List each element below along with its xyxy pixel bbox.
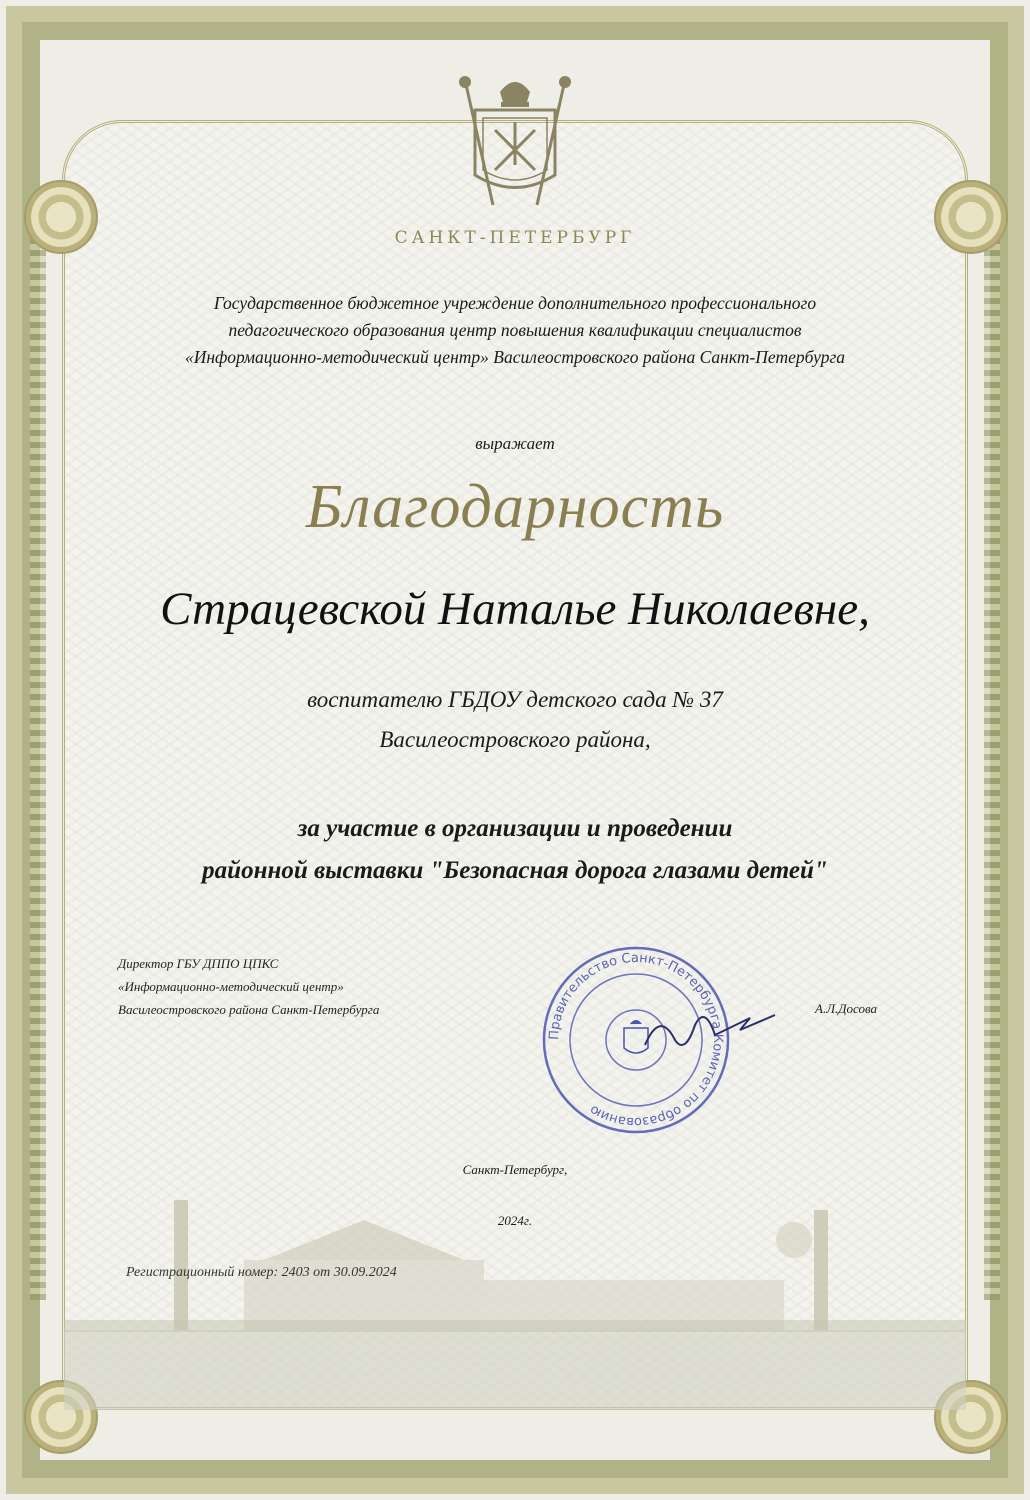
organization-name (0, 290, 1030, 371)
footer-year: 2024г. (497, 1213, 533, 1228)
certificate-title: Благодарность (305, 473, 725, 541)
stamp-text: Правительство Санкт-Петербурга Комитет по образованию (546, 950, 726, 1130)
registration-number: Регистрационный номер: 2403 от 30.09.2024 (126, 1265, 397, 1280)
director-title: Директор ГБУ ДППО ЦПКС (118, 956, 279, 971)
director-district: Василеостровского района Санкт-Петербурга (118, 1002, 380, 1017)
recipient-name: Страцевской Наталье Николаевне, (160, 583, 870, 635)
organization-line-1: Государственное бюджетное учреждение дополнительного профессионального (213, 293, 817, 313)
award-reason (0, 808, 1030, 892)
signer-name: А.Л.Досова (815, 1001, 878, 1016)
director-block (118, 952, 379, 1021)
recipient-position (0, 680, 1030, 760)
position-line-2: Василеостровского района, (379, 727, 651, 752)
organization-line-3: «Информационно-методический центр» Василеостровского района Санкт-Петербурга (184, 347, 846, 367)
coat-of-arms-emblem (455, 70, 575, 220)
reason-line-1: за участие в организации и проведении (297, 815, 733, 842)
handwritten-signature (640, 1000, 780, 1060)
reason-line-2: районной выставки "Безопасная дорога глазами детей" (202, 857, 828, 884)
organization-line-2: педагогического образования центр повышения квалификации специалистов (228, 320, 802, 340)
city-name-heading: САНКТ-ПЕТЕРБУРГ (394, 228, 636, 248)
director-org: «Информационно-методический центр» (118, 979, 344, 994)
expresses-text: выражает (475, 434, 555, 453)
footer-city: Санкт-Петербург, (462, 1162, 568, 1177)
position-line-1: воспитателю ГБДОУ детского сада № 37 (307, 687, 723, 712)
